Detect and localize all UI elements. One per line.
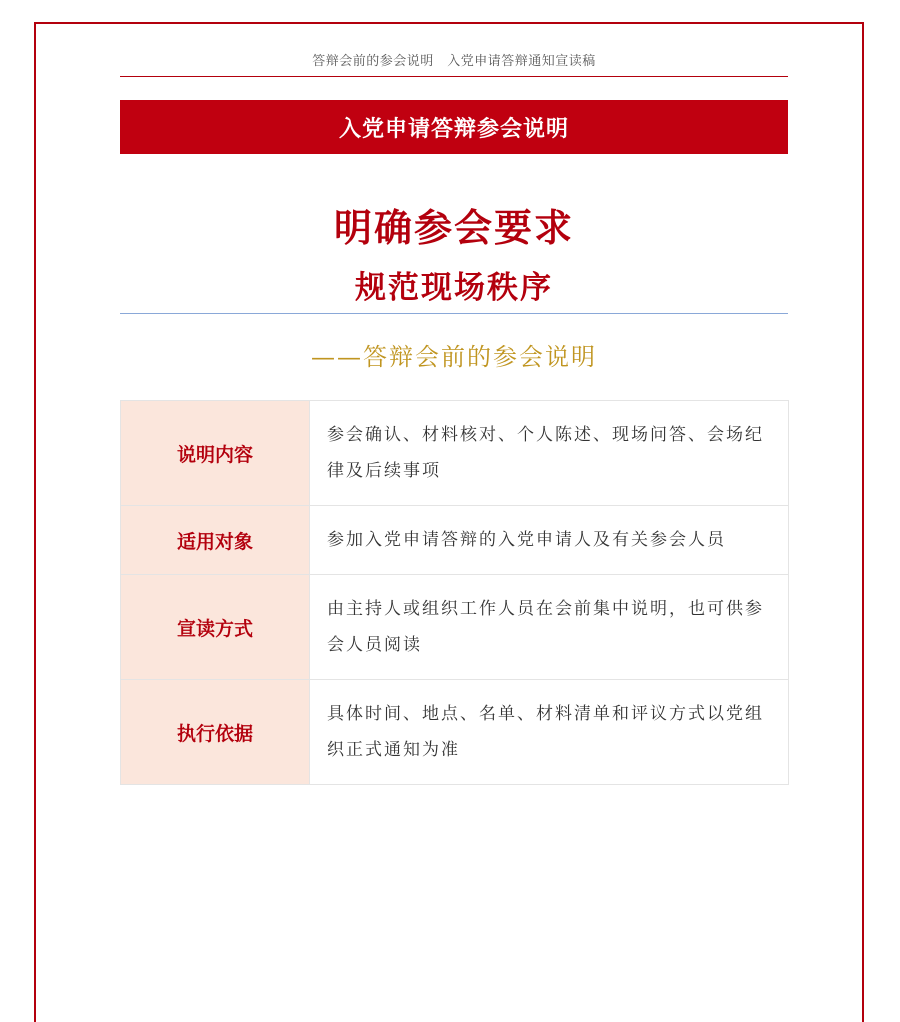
row-value: 由主持人或组织工作人员在会前集中说明，也可供参会人员阅读 — [310, 575, 789, 680]
subtitle: ——答辩会前的参会说明 — [311, 343, 597, 371]
table-row — [121, 680, 789, 785]
row-label: 宣读方式 — [121, 575, 310, 680]
info-table — [120, 400, 789, 785]
header-text: 答辩会前的参会说明 入党申请答辩通知宣读稿 — [312, 54, 596, 69]
row-label: 执行依据 — [121, 680, 310, 785]
title-divider — [120, 313, 788, 314]
row-value: 参加入党申请答辩的入党申请人及有关参会人员 — [310, 506, 789, 575]
row-label: 适用对象 — [121, 506, 310, 575]
sub-title: 规范现场秩序 — [355, 270, 553, 306]
header-divider — [120, 76, 788, 77]
main-title: 明确参会要求 — [333, 206, 574, 250]
row-value: 具体时间、地点、名单、材料清单和评议方式以党组织正式通知为准 — [310, 680, 789, 785]
table-row — [121, 401, 789, 506]
row-label: 说明内容 — [121, 401, 310, 506]
row-value: 参会确认、材料核对、个人陈述、现场问答、会场纪律及后续事项 — [310, 401, 789, 506]
table-row — [121, 575, 789, 680]
banner-title: 入党申请答辩参会说明 — [338, 116, 569, 142]
table-row — [121, 506, 789, 575]
title-banner — [120, 100, 788, 154]
